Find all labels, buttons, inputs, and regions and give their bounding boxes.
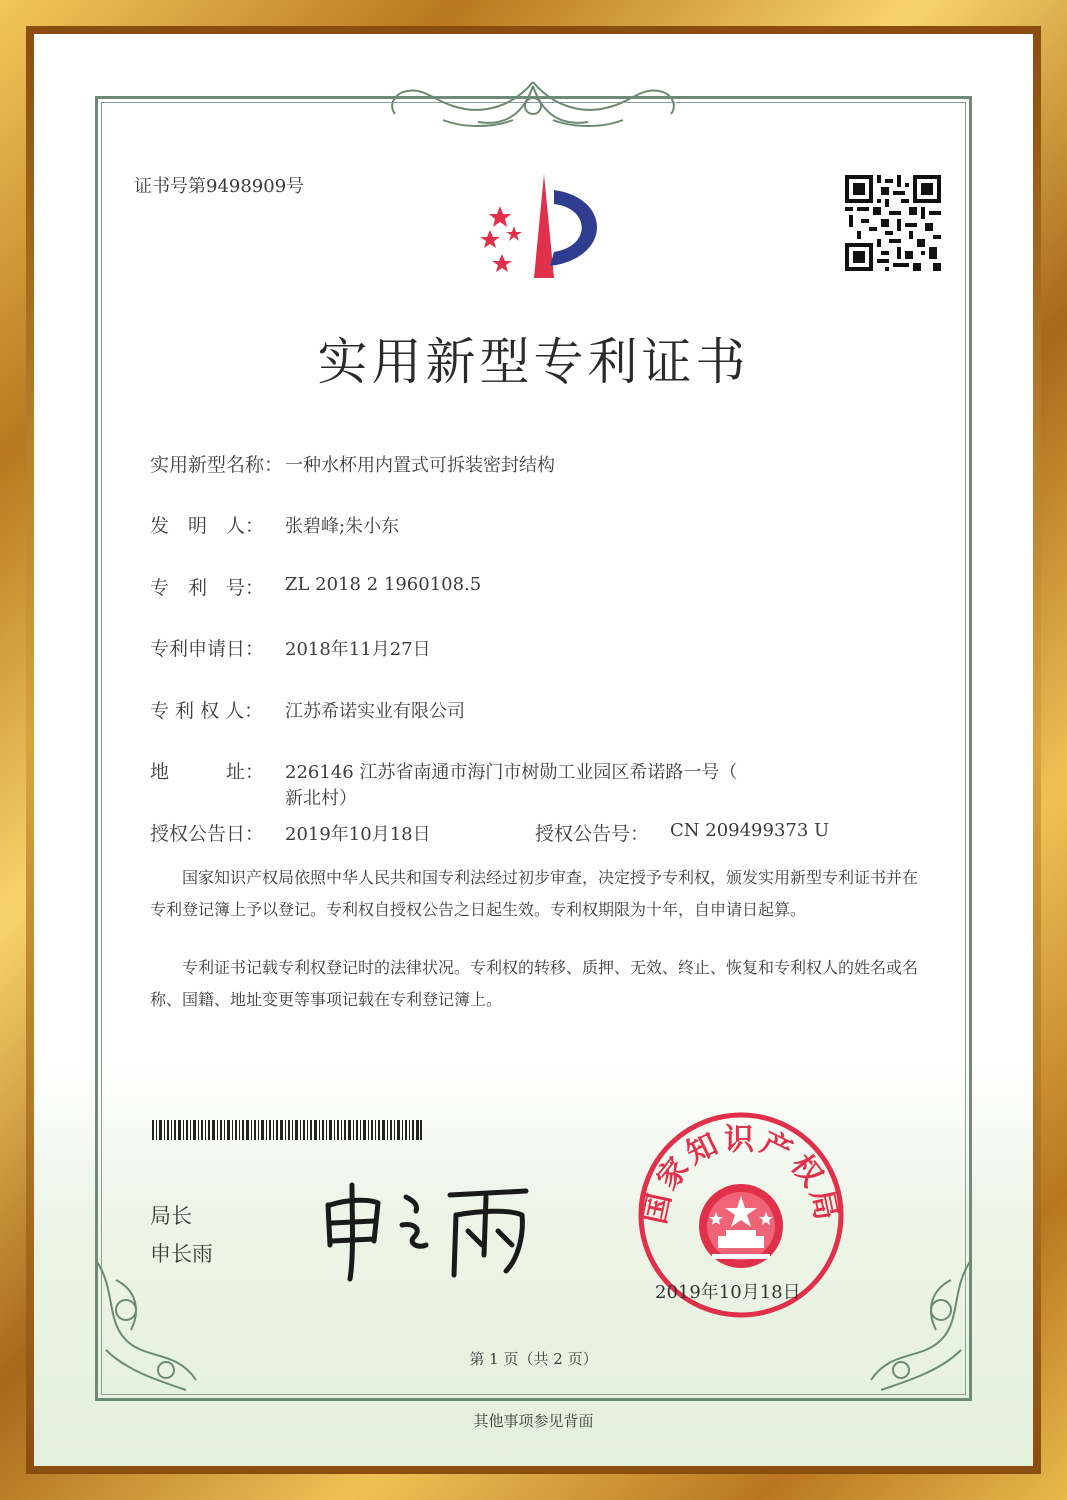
bottom-right-ornament-icon [851,1250,981,1400]
filing-date-value: 2018年11月27日 [285,639,431,660]
inventor-value: 张碧峰;朱小东 [285,516,400,537]
back-note: 其他事项参见背面 [473,1412,594,1430]
director-name: 申长雨 [150,1242,213,1266]
grant-number-value: CN 209499373 U [670,820,830,841]
grant-number-label: 授权公告号： [535,823,650,845]
qr-code-icon [845,175,941,271]
grant-date-value: 2019年10月18日 [285,824,431,845]
statement-paragraph-1: 国家知识产权局依照中华人民共和国专利法经过初步审查，决定授予专利权，颁发实用新型专利证书并在专利登记簿上予以登记。专利权自授权公告之日起生效。专利权期限为十年，自申请日起算。 [150,868,919,919]
seal-date: 2019年10月18日 [655,1282,801,1303]
patent-number-value: ZL 2018 2 1960108.5 [285,574,482,595]
inventor-label: 发 明 人： [150,515,265,537]
patentee-label: 专 利 权 人： [150,700,264,722]
page-number: 第 1 页（共 2 页） [469,1350,598,1368]
utility-model-name-label: 实用新型名称： [150,454,284,476]
statement-paragraph-2: 专利证书记载专利权登记时的法律状况。专利权的转移、质押、无效、终止、恢复和专利权人的姓名或名称、国籍、地址变更等事项记载在专利登记簿上。 [150,958,919,1009]
bottom-left-ornament-icon [86,1250,216,1400]
barcode-icon [152,1120,422,1140]
patentee-value: 江苏希诺实业有限公司 [285,701,465,722]
filing-date-label: 专利申请日： [150,638,265,660]
certificate-number: 证书号第9498909号 [134,176,305,197]
patent-number-label: 专 利 号： [150,577,265,599]
address-value-line2: 新北村） [285,788,357,809]
seal-text: 国家知识产权局 [637,1122,845,1228]
address-label: 地 址： [150,761,265,783]
utility-model-name-value: 一种水杯用内置式可拆装密封结构 [285,455,555,476]
patent-office-logo-icon [462,168,622,288]
director-signature-icon [318,1175,538,1285]
address-value-line1: 226146 江苏省南通市海门市树勋工业园区希诺路一号（ [285,762,738,783]
top-ornament-icon [383,76,683,132]
page-title: 实用新型专利证书 [317,333,750,391]
director-title: 局长 [150,1204,192,1228]
grant-date-label: 授权公告日： [150,823,265,845]
